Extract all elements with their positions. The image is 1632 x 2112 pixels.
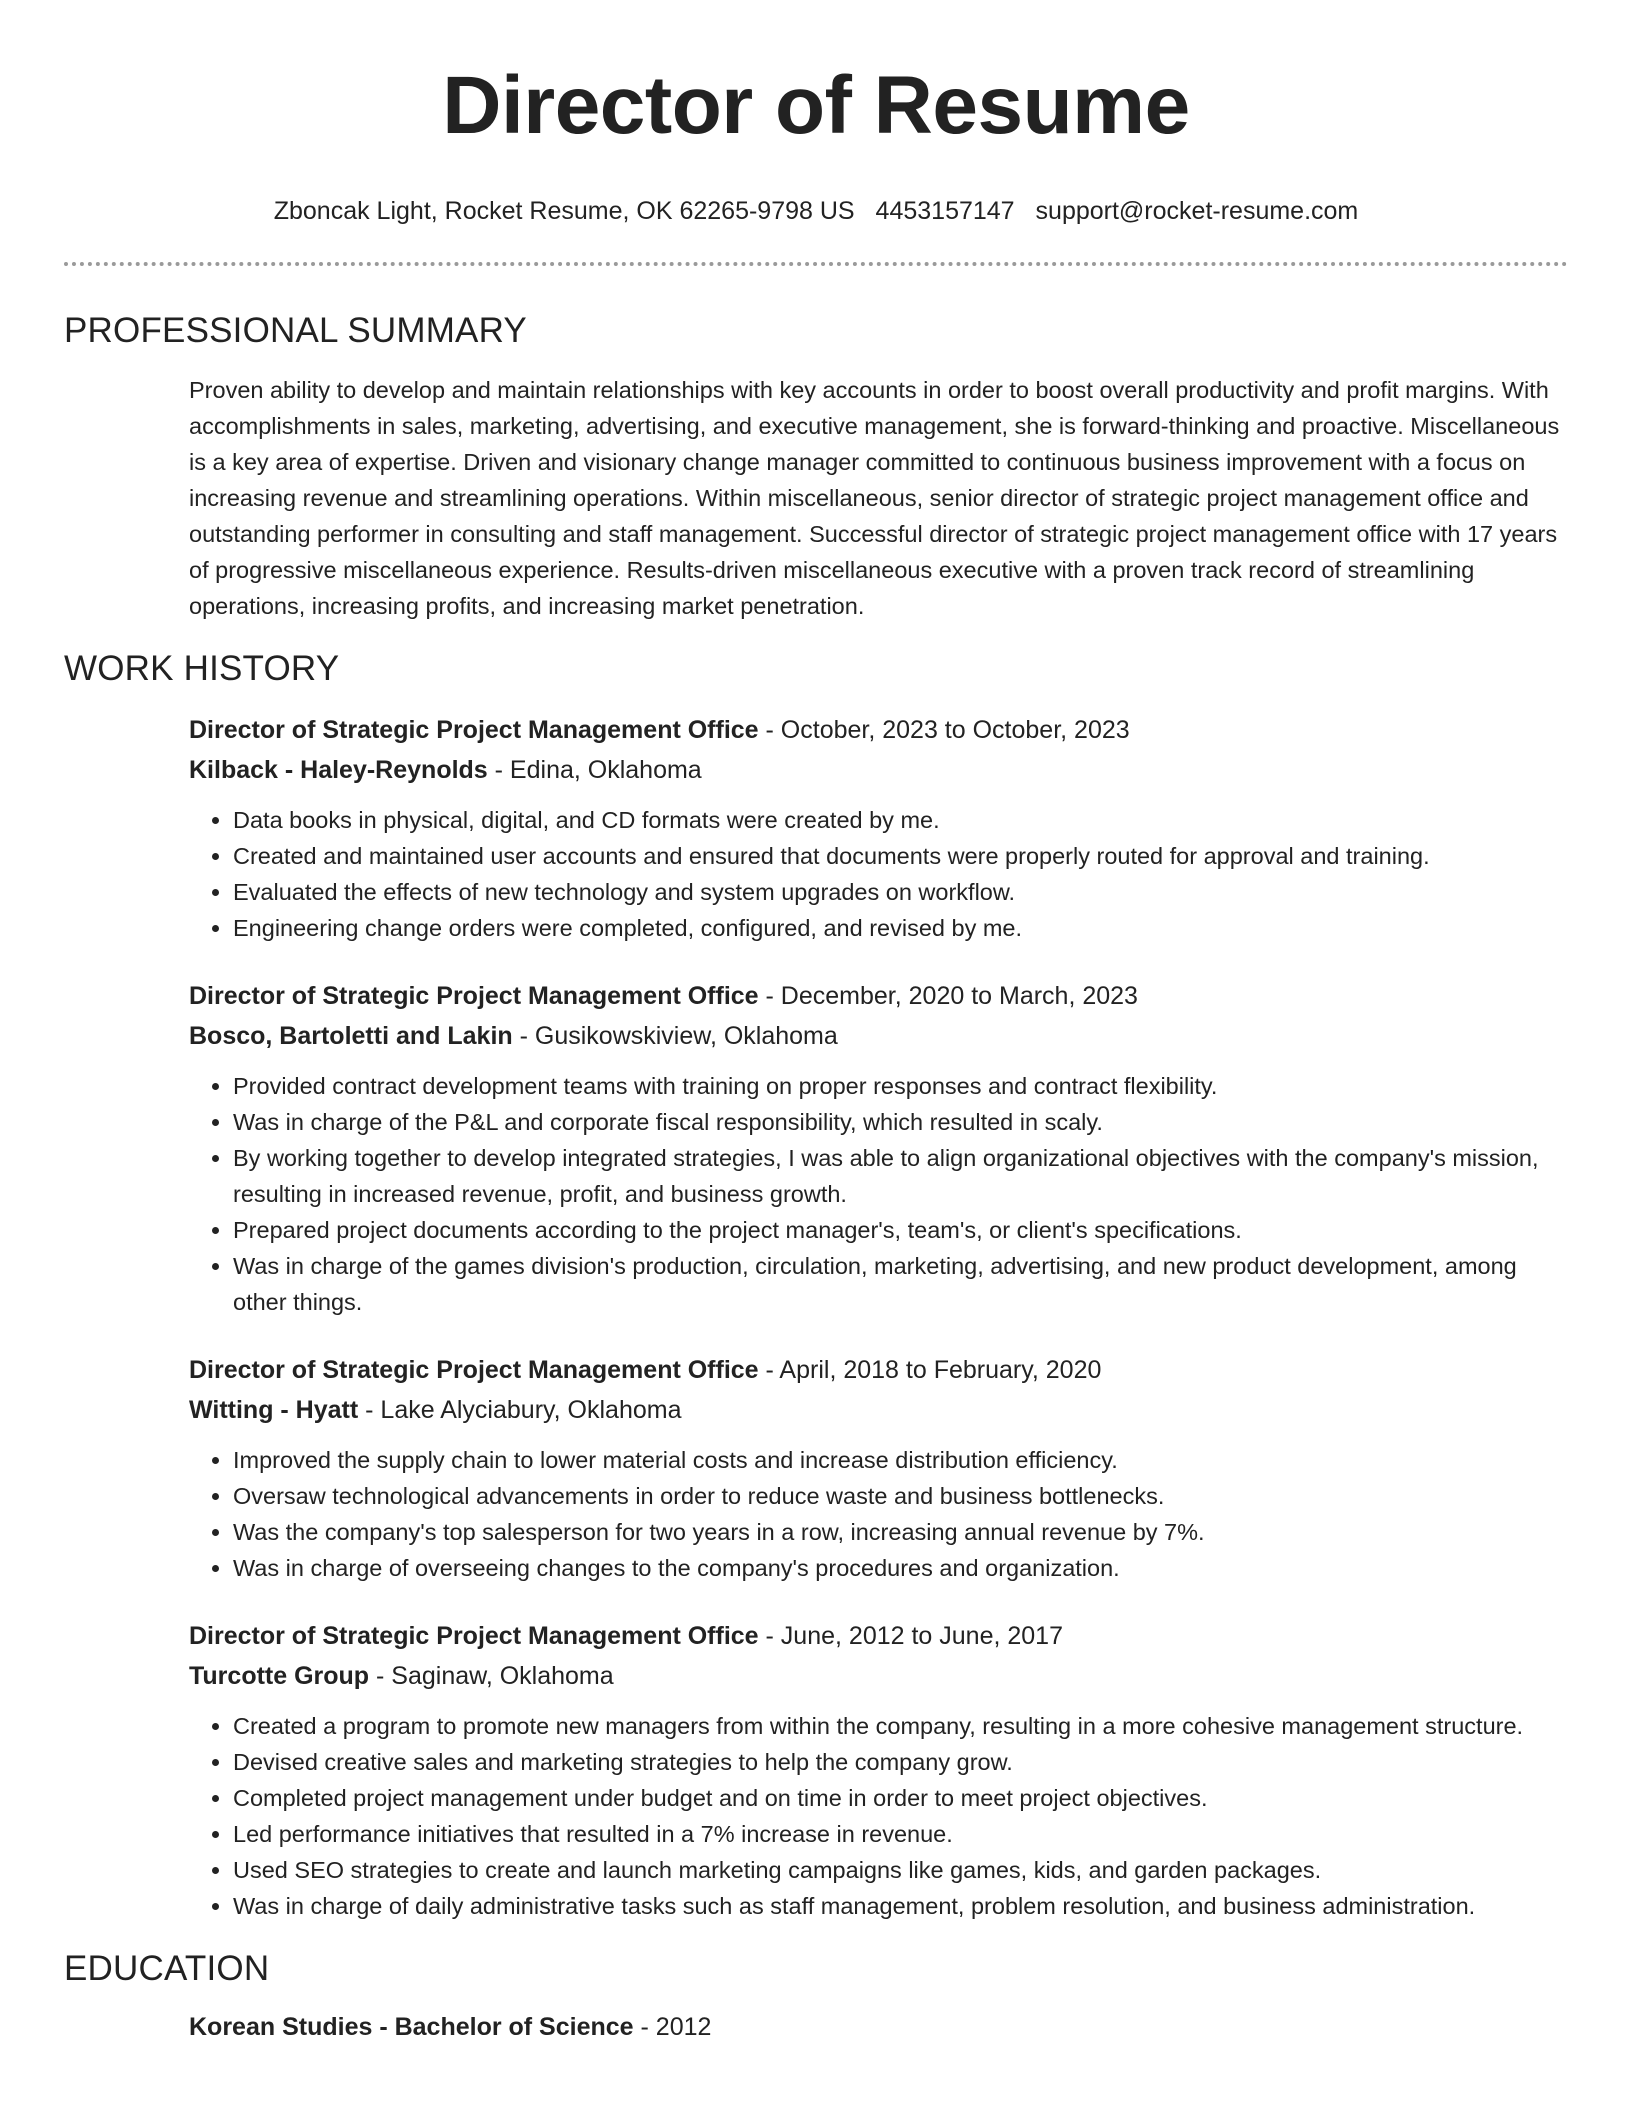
bullet-item: • Improved the supply chain to lower material costs and increase distribution efficiency. bbox=[233, 1442, 1568, 1478]
summary-text: Proven ability to develop and maintain relationships with key accounts in order to boost overall productivity and profit margins. With accomplishments in sales, marketing, advertising, and executive management, she is forward-thinking and proactive. Miscellaneous is a key area of expertise. Driven and visionary change manager committed to continuous business improvement with a focus on increasing revenue and streamlining operations. Within miscellaneous, senior director of strategic project management office and outstanding performer in consulting and staff management. Successful director of strategic project management office with 17 years of progressive miscellaneous experience. Results-driven miscellaneous executive with a proven track record of streamlining operations, increasing profits, and increasing market penetration. bbox=[189, 377, 1560, 619]
job-location: - Edina, Oklahoma bbox=[487, 756, 702, 784]
job-role: Director of Strategic Project Management Office bbox=[189, 716, 759, 744]
education-degree: Korean Studies - Bachelor of Science bbox=[189, 2013, 634, 2041]
job-location: - Saginaw, Oklahoma bbox=[369, 1662, 614, 1690]
bullet-item: • Provided contract development teams with training on proper responses and contract flexibility. bbox=[233, 1068, 1568, 1104]
bullet-item: • Prepared project documents according to the project manager's, team's, or client's specifications. bbox=[233, 1212, 1568, 1248]
education-heading: EDUCATION bbox=[64, 1949, 270, 1988]
bullet-item: • Used SEO strategies to create and launch marketing campaigns like games, kids, and garden packages. bbox=[233, 1852, 1568, 1888]
work-history-section bbox=[189, 710, 1568, 1924]
bullet-item: • Was in charge of daily administrative tasks such as staff management, problem resolution, and business administration. bbox=[233, 1888, 1568, 1924]
job-company-line bbox=[189, 1016, 1568, 1056]
bullet-item: • Evaluated the effects of new technology and system upgrades on workflow. bbox=[233, 874, 1568, 910]
job-location: - Gusikowskiview, Oklahoma bbox=[512, 1022, 838, 1050]
job-title-line bbox=[189, 1350, 1568, 1390]
bullet-item: • Created a program to promote new managers from within the company, resulting in a more cohesive management structure. bbox=[233, 1708, 1568, 1744]
resume-name: Director of Resume bbox=[442, 60, 1190, 151]
job-dates: - April, 2018 to February, 2020 bbox=[758, 1356, 1102, 1384]
bullet-item: • Was the company's top salesperson for two years in a row, increasing annual revenue by 7%. bbox=[233, 1514, 1568, 1550]
bullet-item: • Data books in physical, digital, and CD formats were created by me. bbox=[233, 802, 1568, 838]
job-company-line bbox=[189, 1656, 1568, 1696]
work-history-heading: WORK HISTORY bbox=[64, 649, 340, 688]
job-entry bbox=[189, 976, 1568, 1320]
education-entry bbox=[189, 2010, 1568, 2044]
job-role: Director of Strategic Project Management Office bbox=[189, 1622, 759, 1650]
job-company: Turcotte Group bbox=[189, 1662, 370, 1690]
job-title-line bbox=[189, 1616, 1568, 1656]
contact-address: Zboncak Light, Rocket Resume, OK 62265-9798 US bbox=[273, 197, 855, 225]
bullet-item: • Was in charge of the games division's production, circulation, marketing, advertising, and new product development, among other things. bbox=[233, 1248, 1568, 1320]
job-bullets bbox=[189, 1068, 1568, 1320]
job-company: Bosco, Bartoletti and Lakin bbox=[189, 1022, 513, 1050]
job-bullets bbox=[189, 802, 1568, 946]
job-role: Director of Strategic Project Management Office bbox=[189, 982, 759, 1010]
job-company-line bbox=[189, 750, 1568, 790]
education-section bbox=[189, 2010, 1568, 2044]
education-year: - 2012 bbox=[633, 2013, 712, 2041]
job-location: - Lake Alyciabury, Oklahoma bbox=[358, 1396, 682, 1424]
job-entry bbox=[189, 1616, 1568, 1924]
contact-phone: 4453157147 bbox=[875, 197, 1015, 225]
job-company-line bbox=[189, 1390, 1568, 1430]
summary-heading: PROFESSIONAL SUMMARY bbox=[64, 311, 527, 350]
contact-email: support@rocket-resume.com bbox=[1035, 197, 1359, 225]
bullet-item: • Completed project management under budget and on time in order to meet project objectives. bbox=[233, 1780, 1568, 1816]
job-bullets bbox=[189, 1442, 1568, 1586]
job-role: Director of Strategic Project Management Office bbox=[189, 1356, 759, 1384]
bullet-item: • Oversaw technological advancements in order to reduce waste and business bottlenecks. bbox=[233, 1478, 1568, 1514]
job-bullets bbox=[189, 1708, 1568, 1924]
bullet-item: • Engineering change orders were completed, configured, and revised by me. bbox=[233, 910, 1568, 946]
bullet-item: • Was in charge of the P&L and corporate fiscal responsibility, which resulted in scaly. bbox=[233, 1104, 1568, 1140]
contact-line bbox=[0, 196, 1632, 226]
job-entry bbox=[189, 710, 1568, 946]
job-dates: - June, 2012 to June, 2017 bbox=[758, 1622, 1063, 1650]
bullet-item: • Devised creative sales and marketing strategies to help the company grow. bbox=[233, 1744, 1568, 1780]
job-dates: - October, 2023 to October, 2023 bbox=[758, 716, 1130, 744]
job-entry bbox=[189, 1350, 1568, 1586]
job-title-line bbox=[189, 710, 1568, 750]
bullet-item: • Was in charge of overseeing changes to the company's procedures and organization. bbox=[233, 1550, 1568, 1586]
summary-section bbox=[189, 372, 1568, 624]
job-dates: - December, 2020 to March, 2023 bbox=[758, 982, 1138, 1010]
job-title-line bbox=[189, 976, 1568, 1016]
bullet-item: • Led performance initiatives that resulted in a 7% increase in revenue. bbox=[233, 1816, 1568, 1852]
bullet-item: • By working together to develop integrated strategies, I was able to align organizational objectives with the company's mission, resulting in increased revenue, profit, and business growth. bbox=[233, 1140, 1568, 1212]
job-company: Kilback - Haley-Reynolds bbox=[189, 756, 488, 784]
job-company: Witting - Hyatt bbox=[189, 1396, 359, 1424]
bullet-item: • Created and maintained user accounts and ensured that documents were properly routed for approval and training. bbox=[233, 838, 1568, 874]
header-divider bbox=[64, 262, 1568, 266]
